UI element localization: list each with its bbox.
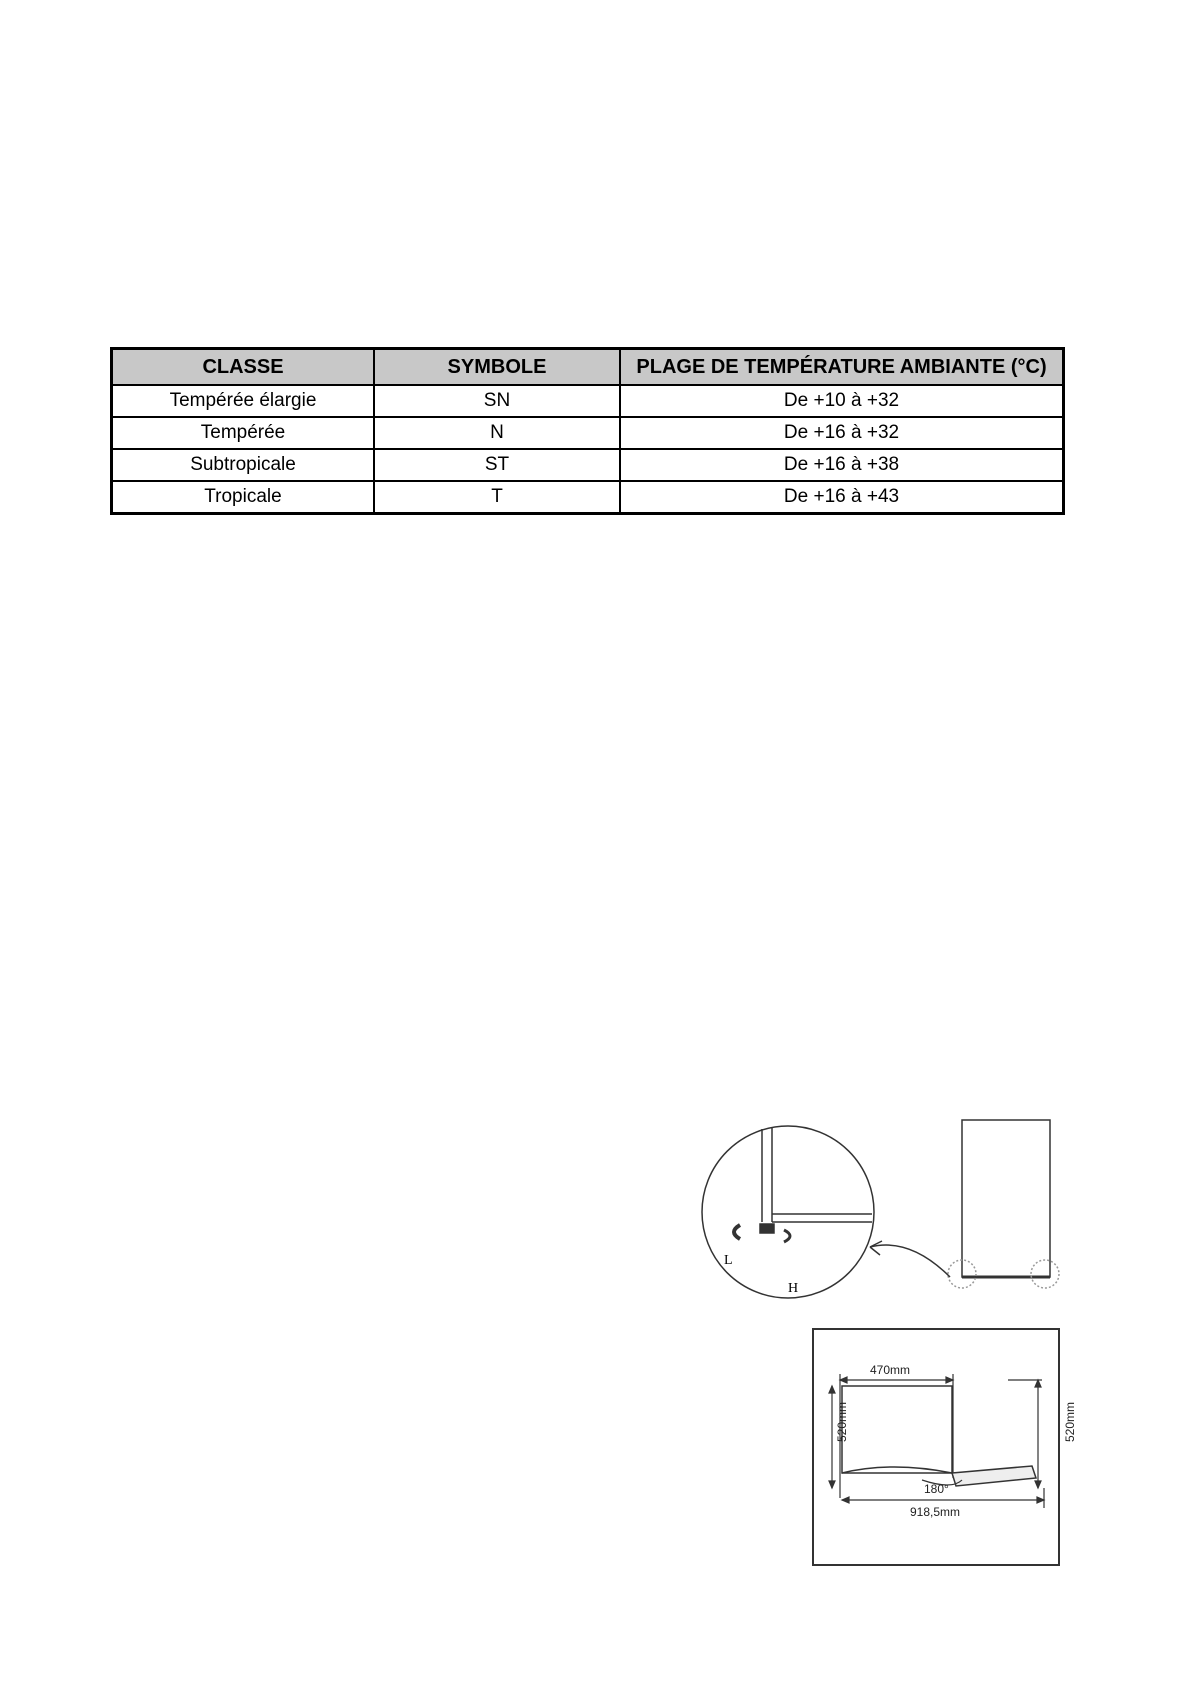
table-row: [112, 481, 1064, 514]
adjustable-foot: [760, 1224, 774, 1233]
header-plage: PLAGE DE TEMPÉRATURE AMBIANTE (°C): [620, 349, 1064, 386]
cell-classe: Subtropicale: [112, 449, 375, 481]
cell-classe: Tempérée: [112, 417, 375, 449]
table-row: [112, 385, 1064, 417]
foot-right-marker: [1031, 1260, 1059, 1288]
angle-label: 180°: [924, 1482, 949, 1496]
leveling-feet-illustration: [700, 1112, 1070, 1312]
callout-arrow: [870, 1245, 950, 1277]
cell-classe: Tempérée élargie: [112, 385, 375, 417]
cell-symbole: N: [374, 417, 620, 449]
header-classe: CLASSE: [112, 349, 375, 386]
door-clearance-diagram: [812, 1328, 1077, 1566]
label-high: H: [788, 1281, 799, 1296]
cell-symbole: ST: [374, 449, 620, 481]
table-header-row: [112, 349, 1064, 386]
header-symbole: SYMBOLE: [374, 349, 620, 386]
rotate-right-icon: [784, 1230, 790, 1242]
cell-symbole: SN: [374, 385, 620, 417]
magnifier-circle: [702, 1126, 874, 1298]
cell-plage: De +16 à +38: [620, 449, 1064, 481]
table-row: [112, 449, 1064, 481]
depth-right-label: 520mm: [1063, 1401, 1077, 1442]
label-low: L: [724, 1253, 733, 1268]
fridge-outline: [962, 1120, 1050, 1277]
cell-symbole: T: [374, 481, 620, 514]
table-row: [112, 417, 1064, 449]
cell-plage: De +16 à +32: [620, 417, 1064, 449]
rotate-left-icon: [734, 1225, 740, 1239]
cell-plage: De +16 à +43: [620, 481, 1064, 514]
depth-left-label: 520mm: [835, 1401, 849, 1442]
climate-class-table: [110, 347, 1065, 515]
total-width-label: 918,5mm: [910, 1505, 961, 1519]
cell-classe: Tropicale: [112, 481, 375, 514]
width-label: 470mm: [870, 1363, 911, 1377]
cell-plage: De +10 à +32: [620, 385, 1064, 417]
